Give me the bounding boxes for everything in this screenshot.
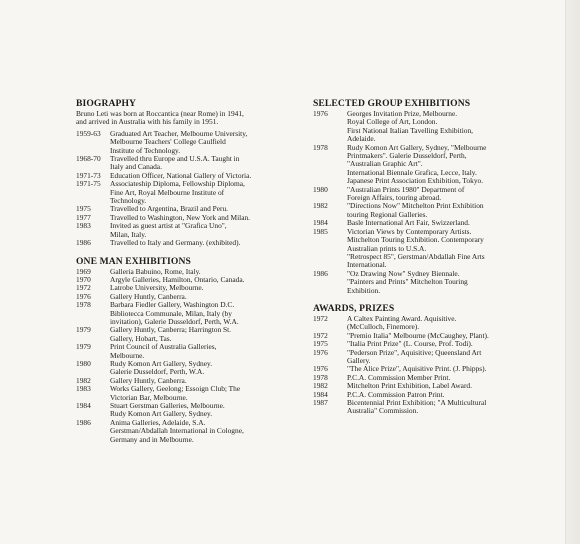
entry-year: 1975	[313, 339, 328, 349]
entry-line: First National Italian Tavelling Exhibition,	[347, 125, 473, 135]
entry-text	[110, 301, 300, 326]
entry-line: "The Alice Prize", Aquisitive Print. (J. Phipps).	[347, 364, 487, 374]
entry-line: Fine Art, Royal Melbourne Institute of	[110, 187, 225, 197]
entry-line: "Directions Now" Mitchelton Print Exhibition	[347, 201, 484, 211]
entry-line: Institute of Technology.	[110, 145, 181, 155]
entry-line: P.C.A. Commission Member Print.	[347, 372, 451, 382]
entry-line: Travelled to Argentina, Brazil and Peru.	[110, 204, 229, 214]
entry-line: Exhibition.	[347, 285, 381, 295]
entry-year: 1983	[76, 221, 91, 231]
list-item	[313, 202, 541, 219]
list-item	[76, 402, 300, 419]
biography-heading: BIOGRAPHY	[76, 98, 137, 109]
entry-line: "Italia Print Prize" (L. Course, Prof. Todi).	[347, 339, 473, 349]
entry-line: "Australian Prints 1980" Department of	[347, 184, 465, 194]
entry-year: 1979	[76, 342, 91, 352]
list-item	[76, 239, 300, 247]
entry-text	[110, 419, 300, 444]
list-item	[76, 343, 300, 360]
list-item	[76, 301, 300, 326]
entry-year: 1978	[313, 142, 328, 152]
entry-line: Anima Galleries, Adelaide, S.A.	[110, 417, 206, 427]
entry-line: Germany and in Melbourne.	[110, 434, 194, 444]
entry-line: Melbourne Teachers' College Caulfield	[110, 137, 226, 147]
awards-list	[313, 315, 541, 416]
entry-year: 1976	[313, 347, 328, 357]
entry-line: Gallery Huntly, Canberra.	[110, 291, 187, 301]
entry-text	[110, 239, 300, 247]
entry-year: 1986	[76, 417, 91, 427]
entry-line: Adelaide.	[347, 134, 376, 144]
entry-text	[347, 144, 541, 186]
list-item	[313, 270, 541, 295]
entry-line: "Pederson Prize", Aquisitive; Queensland Art	[347, 347, 482, 357]
entry-line: Italy and Canada.	[110, 162, 162, 172]
entry-line: Argyle Galleries, Hamilton, Ontario, Canada.	[110, 274, 245, 284]
list-item	[76, 326, 300, 343]
entry-line: Graduated Art Teacher, Melbourne University,	[110, 128, 248, 138]
entry-line: Galleria Babuino, Rome, Italy.	[110, 266, 201, 276]
list-item	[76, 360, 300, 377]
entry-text	[347, 228, 541, 270]
entry-year: 1972	[313, 330, 328, 340]
entry-line: Printmakers". Galerie Dusseldorf, Perth,	[347, 151, 467, 161]
entry-year: 1983	[76, 384, 91, 394]
entry-line: Royal College of Art, London.	[347, 117, 438, 127]
entry-year: 1978	[313, 372, 328, 382]
entry-line: Travelled to Washington, New York and Milan.	[110, 212, 251, 222]
entry-line: Latrobe University, Melbourne.	[110, 283, 204, 293]
entry-text	[110, 180, 300, 205]
entry-line: Bibliotecca Communale, Milan, Italy (by	[110, 308, 232, 318]
entry-text	[347, 270, 541, 295]
entry-year: 1971-73	[76, 170, 101, 180]
entry-line: International.	[347, 260, 387, 270]
entry-year: 1975	[76, 204, 91, 214]
entry-year: 1970	[76, 274, 91, 284]
left-column	[76, 99, 300, 444]
entry-text	[110, 130, 300, 155]
list-item	[313, 315, 541, 332]
entry-line: Melbourne.	[110, 350, 145, 360]
list-item	[313, 228, 541, 270]
entry-year: 1979	[76, 325, 91, 335]
entry-text	[347, 202, 541, 219]
entry-line: Australian prints to U.S.A.	[347, 243, 427, 253]
list-item	[76, 385, 300, 402]
list-item	[76, 155, 300, 172]
entry-year: 1972	[313, 313, 328, 323]
entry-year: 1976	[313, 109, 328, 118]
entry-text	[347, 399, 541, 416]
right-column	[313, 99, 541, 416]
entry-text	[110, 222, 300, 239]
sheet-edge	[565, 0, 580, 544]
entry-line: Victorian Views by Contemporary Artists.	[347, 226, 472, 236]
entry-line: Rudy Komon Art Gallery, Sydney.	[110, 358, 213, 368]
entry-line: Stuart Gerstman Galleries, Melbourne.	[110, 401, 225, 410]
entry-line: Mitchelton Touring Exhibition. Contemporary	[347, 235, 484, 245]
entry-year: 1984	[76, 401, 91, 410]
entry-year: 1968-70	[76, 154, 101, 164]
entry-text	[110, 155, 300, 172]
entry-line: "Retrospect 85", Gerstman/Abdallah Fine Arts	[347, 251, 485, 261]
entry-line: (McCulloch, Finemore).	[347, 322, 420, 332]
entry-year: 1976	[313, 364, 328, 374]
entry-text	[347, 186, 541, 203]
entry-line: Galerie Dusseldorf, Perth, W.A.	[110, 367, 205, 377]
entry-line: invitation), Galerie Dusseldorf, Perth, W.A.	[110, 316, 239, 326]
entry-line: Rudy Komon Art Gallery, Sydney, "Melbourne	[347, 142, 487, 152]
entry-year: 1980	[76, 358, 91, 368]
entry-text	[347, 110, 541, 144]
entry-line: International Biennale Grafica, Lecce, Italy.	[347, 167, 477, 177]
entry-year: 1986	[313, 268, 328, 278]
entry-line: "Painters and Prints" Mitchelton Touring	[347, 277, 468, 287]
entry-year: 1980	[313, 184, 328, 194]
one-man-heading: ONE MAN EXHIBITIONS	[76, 255, 191, 267]
entry-line: Education Officer, National Gallery of Victoria.	[110, 170, 252, 180]
entry-year: 1978	[76, 300, 91, 310]
entry-year: 1959-63	[76, 128, 101, 138]
entry-text	[110, 385, 300, 402]
entry-line: Gallery.	[347, 355, 371, 365]
entry-line: P.C.A. Commission Patron Print.	[347, 389, 445, 399]
entry-text	[347, 349, 541, 366]
entry-line: Associateship Diploma, Fellowship Diploma,	[110, 179, 245, 189]
entry-line: Technology.	[110, 196, 147, 206]
biography-intro: Bruno Leti was born at Roccantica (near Rome) in 1941, and arrived in Australia with his family in 1951.	[76, 109, 244, 127]
list-item	[313, 144, 541, 186]
entry-line: Rudy Komon Art Gallery, Sydney.	[110, 409, 213, 419]
entry-line: Travelled to Italy and Germany. (exhibited).	[110, 238, 241, 248]
list-item	[313, 186, 541, 203]
entry-line: Invited as guest artist at "Grafica Uno",	[110, 221, 227, 231]
entry-year: 1969	[76, 266, 91, 276]
entry-line: "Australian Graphic Art".	[347, 159, 423, 169]
entry-line: Gallery, Hobart, Tas.	[110, 333, 172, 343]
entry-line: Georges Invitation Prize, Melbourne.	[347, 109, 458, 118]
entry-year: 1982	[76, 375, 91, 385]
entry-year: 1971-75	[76, 179, 101, 189]
entry-year: 1984	[313, 389, 328, 399]
entry-year: 1987	[313, 398, 328, 407]
entry-line: Print Council of Australia Galleries,	[110, 342, 217, 352]
entry-line: Travelled thru Europe and U.S.A. Taught in	[110, 154, 240, 164]
awards-heading: AWARDS, PRIZES	[313, 302, 395, 314]
list-item	[76, 130, 300, 155]
entry-text	[347, 315, 541, 332]
entry-year: 1972	[76, 283, 91, 293]
entry-line: Victorian Bar, Melbourne.	[110, 392, 188, 402]
entry-line: Foreign Affairs, touring abroad.	[347, 193, 442, 203]
entry-line: Gallery Huntly, Canberra.	[110, 375, 187, 385]
entry-year: 1984	[313, 218, 328, 228]
entry-line: "Oz Drawing Now" Sydney Biennale.	[347, 268, 460, 278]
entry-line: Japanese Print Association Exhibition, Tokyo.	[347, 176, 484, 186]
entry-year: 1977	[76, 212, 91, 222]
biography-list	[76, 130, 300, 248]
entry-year: 1982	[313, 201, 328, 211]
entry-line: Gallery Huntly, Canberra; Harrington St.	[110, 325, 232, 335]
list-item	[76, 419, 300, 444]
entry-line: Australia" Commission.	[347, 406, 419, 416]
entry-text	[110, 343, 300, 360]
entry-line: Basle International Art Fair, Swizzerland.	[347, 218, 470, 228]
entry-line: Bicentennial Print Exhibition; "A Multicultural	[347, 398, 487, 407]
list-item	[76, 180, 300, 205]
entry-line: Works Gallery, Geelong; Essoign Club; The	[110, 384, 241, 394]
entry-year: 1986	[76, 238, 91, 248]
entry-line: "Premio Italia" Melbourne (McCaughey, Plant).	[347, 330, 489, 340]
entry-year: 1985	[313, 226, 328, 236]
list-item	[313, 399, 541, 416]
group-heading: SELECTED GROUP EXHIBITIONS	[313, 98, 471, 109]
entry-text	[110, 326, 300, 343]
entry-line: Barbara Fiedler Gallery, Washington D.C.	[110, 300, 235, 310]
one-man-list	[76, 268, 300, 445]
entry-line: Milan, Italy.	[110, 229, 147, 239]
list-item	[313, 349, 541, 366]
list-item	[76, 222, 300, 239]
entry-line: Gerstman/Abdallah International in Cologne,	[110, 426, 244, 436]
entry-text	[110, 402, 300, 419]
entry-line: touring Regional Galleries.	[347, 209, 428, 219]
entry-year: 1982	[313, 381, 328, 391]
list-item	[313, 110, 541, 144]
entry-text	[110, 360, 300, 377]
entry-line: Mitchelton Print Exhibition, Label Award.	[347, 381, 472, 391]
group-list	[313, 110, 541, 295]
entry-line: A Caltex Painting Award. Aquisitive.	[347, 313, 457, 323]
entry-year: 1976	[76, 291, 91, 301]
